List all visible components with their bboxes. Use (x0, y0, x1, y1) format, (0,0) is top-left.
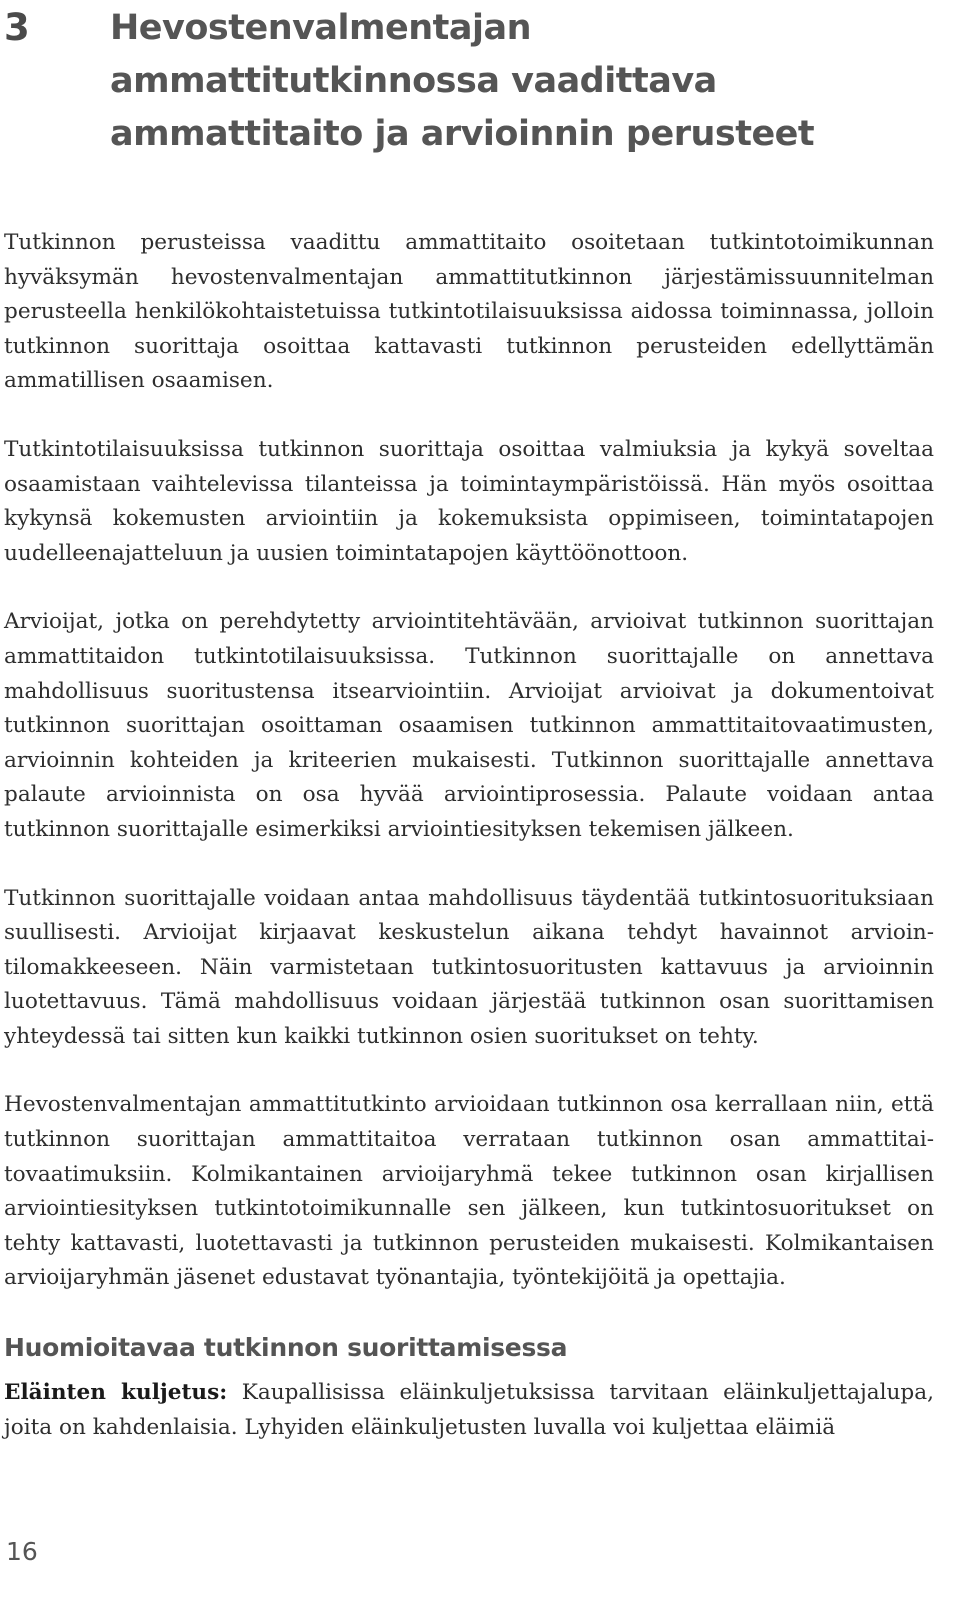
term-label: Eläinten kuljetus: (4, 1380, 228, 1405)
term-text: Kaupallisissa eläinkuljetuksissa tarvitaan eläinkuljettajalupa, joita on kahdenlaisia. Lyhyiden eläinkuljetusten luvalla voi kuljettaa eläimiä (4, 1380, 934, 1440)
body-text (4, 226, 934, 1330)
paragraph: Tutkinnon suorittajalle voidaan antaa mahdollisuus täydentää tutkintosuorituksiaan suullisesti. Arvioijat kirjaavat keskustelun aikana tehdyt havainnot arviointilomakkeeseen. Näin varmistetaan tutkintosuoritusten kattavuus ja arvioinnin luotettavuus. Tämä mahdollisuus voidaan järjestää tutkinnon osan suorittamisen yhteydessä tai sitten kun kaikki tutkinnon osien suoritukset on tehty. (4, 885, 934, 1049)
paragraph: Arvioijat, jotka on perehdytetty arviointitehtävään, arvioivat tutkinnon suorittajan ammattitaidon tutkintotilaisuuksissa. Tutkinnon suorittajalle on annettava mahdollisuus suoritustensa itsearviointiin. Arvioijat arvioivat ja dokumentoivat tutkinnon suorittajan osoittaman osaamisen tutkinnon ammattitaitovaatimusten, arvioinnin kohteiden ja kriteerien mukaisesti. Tutkinnon suorittajalle annettava palaute arvioinnista on osa hyvää arviointiprosessia. Palaute voidaan antaa tutkinnon suorittajalle esimerkiksi arviointiesityksen tekemisen jälkeen. (4, 609, 934, 842)
chapter-number: 3 (4, 6, 30, 49)
paragraph-animal-transport (4, 1376, 934, 1445)
paragraph: Hevostenvalmentajan ammattitutkinto arvioidaan tutkinnon osa kerrallaan niin, että tutkinnon suorittajan ammattitaitoa verrataan tutkinnon osan ammattitaitovaatimuksiin. Kolmikantainen arvioijaryhmä tekee tutkinnon osan kirjallisen arviointiesityksen tutkintotoimikunnalle sen jälkeen, kun tutkintosuoritukset on tehty kattavasti, luotettavasti ja tutkinnon perusteiden mukaisesti. Kolmikantaisen arvioijaryhmän jäsenet edustavat työnantajia, työntekijöitä ja opettajia. (4, 1092, 934, 1291)
paragraph: Tutkintotilaisuuksissa tutkinnon suorittaja osoittaa valmiuksia ja kykyä soveltaa osaamistaan vaihtelevissa tilanteissa ja toimintaympäristöissä. Hän myös osoittaa kykynsä kokemusten arviointiin ja kokemuksista oppimiseen, toimintatapojen uudelleenajatteluun ja uusien toimintatapojen käyttöönottoon. (4, 436, 934, 566)
page-number: 16 (6, 1537, 38, 1566)
chapter-header (4, 0, 944, 160)
paragraph: Tutkinnon perusteissa vaadittu ammattitaito osoitetaan tutkintotoimikunnan hyväksymän hevostenvalmentajan ammattitutkinnon järjestämissuunnitelman perusteella henkilökohtaistetuissa tutkintotilaisuuksissa aidossa toiminnassa, jolloin tutkinnon suorittaja osoittaa kattavasti tutkinnon perusteiden edellyttämän ammatillisen osaamisen. (4, 230, 934, 394)
chapter-title: Hevostenvalmentajan ammattitutkinnossa vaadittava ammattitaito ja arvioinnin perusteet (110, 8, 815, 154)
section-heading: Huomioitavaa tutkinnon suorittamisessa (4, 1333, 568, 1362)
